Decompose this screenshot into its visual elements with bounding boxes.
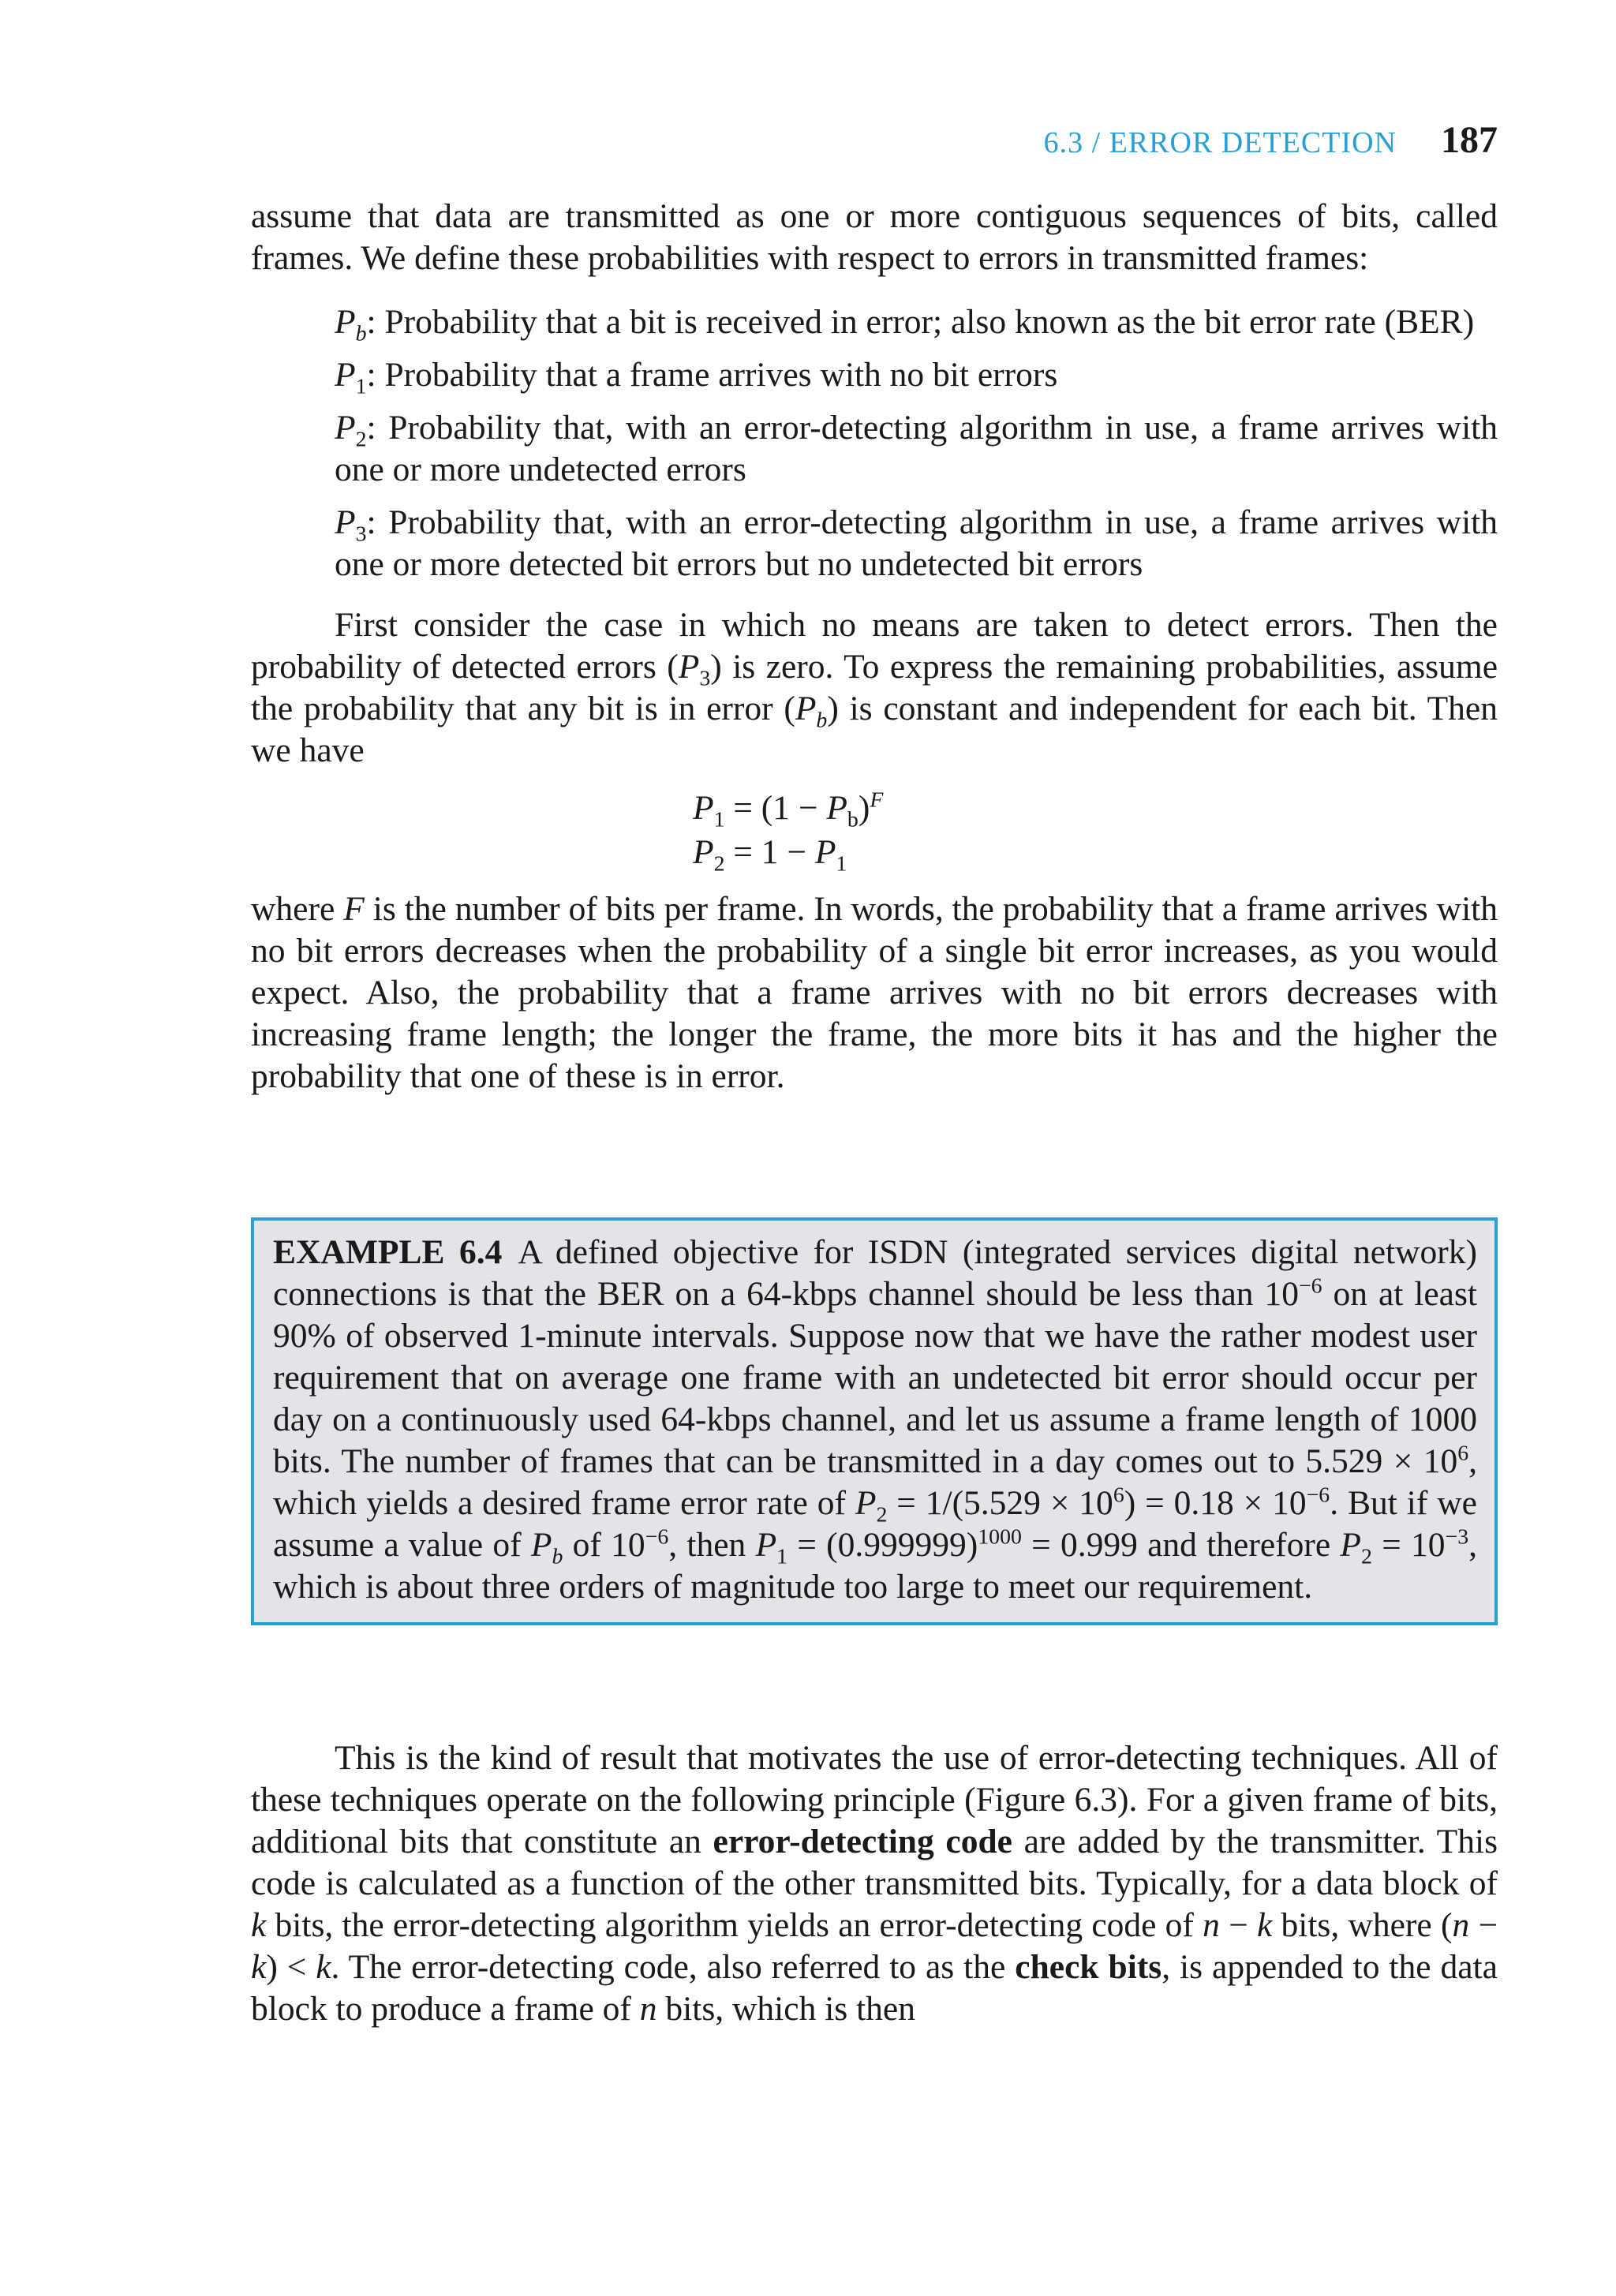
page-body — [251, 196, 1498, 2030]
definition-p1: $P_1$: Probability that a frame arrives with no bit errors — [335, 356, 1058, 399]
page-number: 187 — [1441, 119, 1498, 161]
probability-equations — [693, 786, 1498, 877]
frame-length-paragraph: where F is the number of bits per frame. In words, the probability that a frame arrives with no bit errors decreases when the probability of a single bit error increases, as you would expect. Also, the probability that a frame arrives with no bit errors decreases with increasing frame length; the longer the frame, the more bits it has and the higher the probability that one of these is in error. — [251, 890, 1498, 1095]
error-detecting-code-paragraph: This is the kind of result that motivates the use of error-detecting techniques. All of these techniques operate on the following principle (Figure 6.3). For a given frame of bits, additional bits that constitute an error-detecting code are added by the transmitter. This code is calculated as a function of the other transmitted bits. Typically, for a data block of k bits, the error-detecting algorithm yields an error-detecting code of n − k bits, where (n − k) < k. The error-detecting code, also referred to as the check bits, is appended to the data block to produce a frame of n bits, which is then — [251, 1739, 1498, 2028]
running-header — [1044, 118, 1498, 162]
definition-pb: $P_b$: Probability that a bit is received in error; also known as the bit error rate (BER) — [335, 303, 1475, 346]
section-title: 6.3 / ERROR DETECTION — [1043, 126, 1397, 159]
intro-paragraph: assume that data are transmitted as one or more contiguous sequences of bits, called frames. We define these probabilities with respect to errors in transmitted frames: — [251, 197, 1498, 277]
term-check-bits: check bits — [1015, 1948, 1162, 1986]
definition-p2: $P_2$: Probability that, with an error-detecting algorithm in use, a frame arrives with one or more undetected errors — [335, 409, 1498, 488]
example-text: EXAMPLE 6.4 A defined objective for ISDN (integrated services digital network) connections is that the BER on a 64-kbps channel should be less than $10^{-6}$ on at least 90% of observed 1-minute intervals. Suppose now that we have the rather modest user requirement that on average one frame with an undetected bit error should occur per day on a continuously used 64-kbps channel, and let us assume a frame length of 1000 bits. The number of frames that can be transmitted in a day comes out to $5.529 \times 10^6$, which yields a desired frame error rate of $P_2 = 1/(5.529 \times 10^6) = 0.18 \times 10^{-6}$. But if we assume a value of $P_b$ of $10^{-6}$, then $P_1 = (0.999999)^{1000} = 0.999$ and therefore $P_2 = 10^{-3}$, which is about three orders of magnitude too large to meet our requirement. — [273, 1233, 1477, 1606]
example-6-4-box — [251, 1217, 1498, 1625]
probability-definitions — [335, 301, 1498, 585]
equation-p2: $P_2 = 1 - P_1$ — [693, 833, 847, 877]
no-detection-paragraph: First consider the case in which no means are taken to detect errors. Then the probability of detected errors $(P_3)$ is zero. To express the remaining probabilities, assume the probability that any bit is in error $(P_b)$ is constant and independent for each bit. Then we have — [251, 606, 1498, 769]
definition-p3: $P_3$: Probability that, with an error-detecting algorithm in use, a frame arrives with one or more detected bit errors but no undetected bit errors — [335, 503, 1498, 583]
example-label: EXAMPLE 6.4 — [273, 1233, 503, 1271]
equation-p1: $P_1 = (1 - P_b)^F$ — [693, 787, 884, 832]
term-error-detecting-code: error-detecting code — [713, 1823, 1012, 1860]
